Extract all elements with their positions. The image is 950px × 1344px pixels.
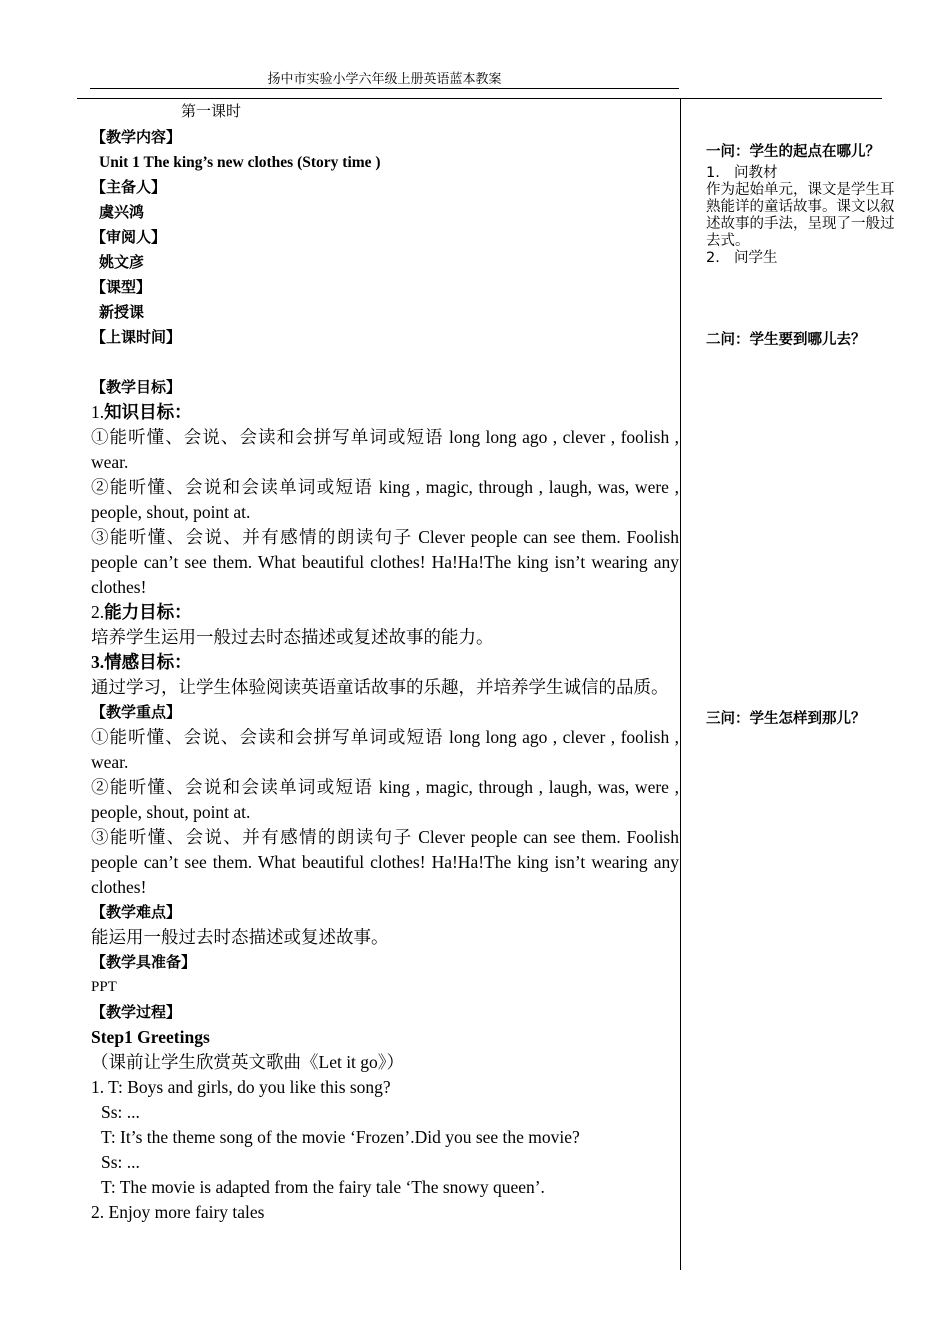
header-divider bbox=[90, 88, 679, 89]
goal2-heading bbox=[91, 600, 679, 625]
goal1-number: 1. bbox=[91, 402, 105, 422]
dialog-line: 1. T: Boys and girls, do you like this song? bbox=[91, 1077, 391, 1097]
dialog-line: Ss: ... bbox=[101, 1102, 140, 1122]
materials-label: 【教学具准备】 bbox=[91, 953, 197, 971]
page-header-title: 扬中市实验小学六年级上册英语蓝本教案 bbox=[267, 72, 502, 87]
goals-label: 【教学目标】 bbox=[91, 378, 182, 396]
key-point-2: ②能听懂、会说和会读单词或短语 king , magic, through , laugh, was, were , people, shout, point at. bbox=[91, 777, 679, 822]
table-top-border bbox=[77, 98, 882, 99]
q1-item-1-label: 问教材 bbox=[734, 165, 778, 181]
class-time-label: 【上课时间】 bbox=[91, 328, 182, 346]
goal1-item-1: ①能听懂、会说、会读和会拼写单词或短语 long long ago , clever , foolish , wear. bbox=[91, 427, 679, 472]
preparer-label: 【主备人】 bbox=[91, 178, 167, 196]
side-notes-q3 bbox=[706, 711, 902, 728]
lesson-type-label: 【课型】 bbox=[91, 278, 152, 296]
dialog-line: 2. Enjoy more fairy tales bbox=[91, 1202, 265, 1222]
q1-item-1-number: 1. bbox=[706, 165, 720, 181]
difficult-points-label: 【教学难点】 bbox=[91, 903, 182, 921]
goal1-heading bbox=[91, 400, 679, 425]
question-1: 一问：学生的起点在哪儿？ bbox=[706, 144, 880, 160]
dialog-line: T: The movie is adapted from the fairy tale ‘The snowy queen’. bbox=[101, 1177, 545, 1197]
side-notes-q1 bbox=[706, 144, 902, 267]
content-value: Unit 1 The king’s new clothes (Story time ) bbox=[99, 154, 381, 171]
goal1-title: 知识目标： bbox=[104, 402, 192, 422]
goal3-text: 通过学习，让学生体验阅读英语童话故事的乐趣，并培养学生诚信的品质。 bbox=[91, 677, 669, 697]
q1-text: 作为起始单元，课文是学生耳熟能详的童话故事。课文以叙述故事的手法，呈现了一般过去式。 bbox=[706, 182, 895, 249]
key-points-label: 【教学重点】 bbox=[91, 703, 182, 721]
key-point-3: ③能听懂、会说、并有感情的朗读句子 Clever people can see them. Foolish people can’t see them. What beautiful clothes! Ha!Ha!The king isn’t wearing any clothes! bbox=[91, 827, 679, 897]
goal3-heading: 3.情感目标： bbox=[91, 652, 192, 672]
dialog-line: Ss: ... bbox=[101, 1152, 140, 1172]
lesson-plan-column bbox=[91, 100, 679, 1225]
q1-item-2 bbox=[706, 250, 902, 267]
goal2-text: 培养学生运用一般过去时态描述或复述故事的能力。 bbox=[91, 627, 494, 647]
question-2: 二问：学生要到哪儿去？ bbox=[706, 332, 866, 348]
reviewer-value: 姚文彦 bbox=[99, 253, 145, 271]
q1-item-1 bbox=[706, 165, 902, 182]
key-point-1: ①能听懂、会说、会读和会拼写单词或短语 long long ago , clever , foolish , wear. bbox=[91, 727, 679, 772]
goal2-title: 能力目标： bbox=[104, 602, 192, 622]
question-3: 三问：学生怎样到那儿？ bbox=[706, 711, 866, 727]
q1-item-2-number: 2. bbox=[706, 250, 720, 266]
reviewer-label: 【审阅人】 bbox=[91, 228, 167, 246]
column-divider bbox=[680, 98, 681, 1270]
step1-title: Step1 Greetings bbox=[91, 1027, 210, 1047]
goal1-item-2: ②能听懂、会说和会读单词或短语 king , magic, through , laugh, was, were , people, shout, point at. bbox=[91, 477, 679, 522]
lesson-number: 第一课时 bbox=[181, 104, 242, 120]
dialog-line: T: It’s the theme song of the movie ‘Frozen’.Did you see the movie? bbox=[101, 1127, 580, 1147]
lesson-type-value: 新授课 bbox=[99, 303, 145, 321]
process-label: 【教学过程】 bbox=[91, 1003, 182, 1021]
q1-item-2-label: 问学生 bbox=[734, 250, 778, 266]
goal1-item-3: ③能听懂、会说、并有感情的朗读句子 Clever people can see them. Foolish people can’t see them. What beautiful clothes! Ha!Ha!The king isn’t wearing any clothes! bbox=[91, 527, 679, 597]
preparer-value: 虞兴鸿 bbox=[99, 203, 145, 221]
materials-value: PPT bbox=[91, 979, 117, 995]
difficult-points-text: 能运用一般过去时态描述或复述故事。 bbox=[91, 927, 389, 947]
goal2-number: 2. bbox=[91, 602, 105, 622]
content-label: 【教学内容】 bbox=[91, 128, 182, 146]
side-notes-q2 bbox=[706, 332, 902, 349]
step1-note: （课前让学生欣赏英文歌曲《Let it go》） bbox=[91, 1052, 405, 1072]
